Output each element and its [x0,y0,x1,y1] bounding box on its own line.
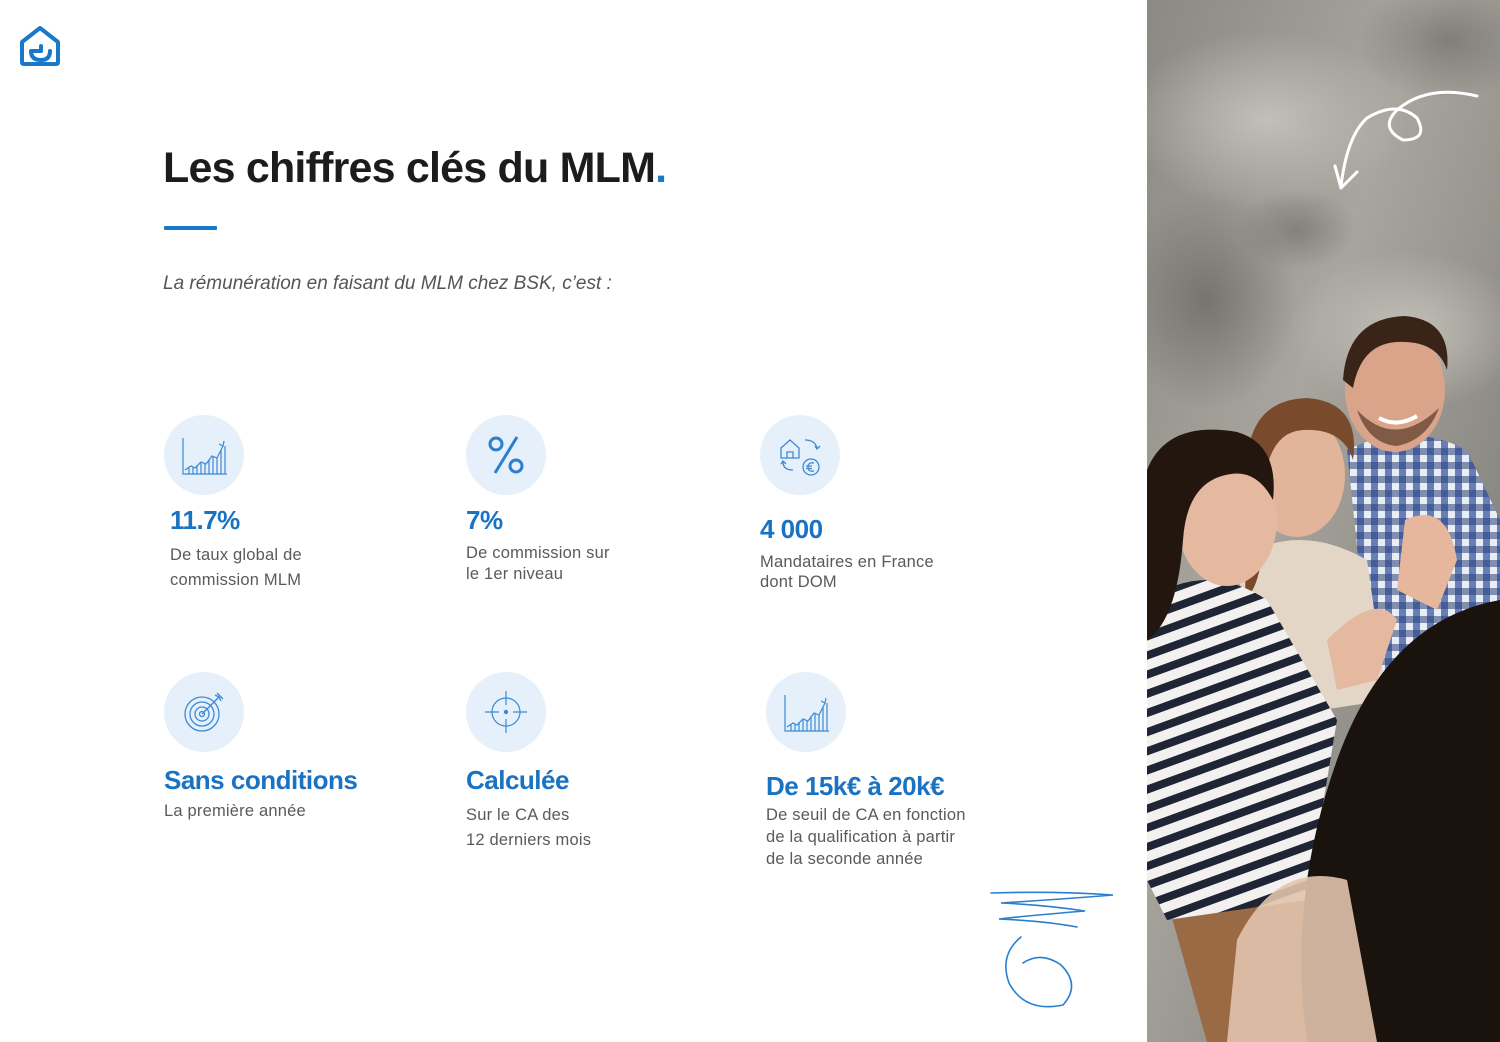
stat-value: Calculée [466,765,569,795]
stat-description [164,801,306,824]
stat-desc-line: De taux global de [170,546,302,564]
stat-desc-line: dont DOM [760,573,837,591]
title-underline [164,226,217,230]
crosshair-icon [466,672,546,752]
team-applauding-photo [1147,0,1500,1042]
target-icon [164,672,244,752]
stat-description [466,543,610,587]
percent-icon [466,415,546,495]
stat-desc-line: 12 derniers mois [466,831,592,849]
stat-description [760,552,934,595]
stat-desc-line: de la seconde année [766,850,924,868]
stat-desc-line: Sur le CA des [466,806,570,824]
stat-desc-line: De seuil de CA en fonction [766,806,966,824]
stat-desc-line: commission MLM [170,571,302,589]
stat-value: Sans conditions [164,765,358,795]
page-subtitle: La rémunération en faisant du MLM chez BSK, c’est : [163,273,612,294]
stat-desc-line: La première année [164,802,306,820]
stat-value: 4 000 [760,514,823,544]
stat-value: 7% [466,505,503,535]
title-dot: . [655,144,667,192]
page-title-text: Les chiffres clés du MLM [163,144,656,192]
stat-description [766,805,966,872]
page-title [163,144,666,193]
house-logo-icon [17,24,63,68]
scribble-decoration [985,885,1120,1020]
stat-value: 11.7% [170,505,240,535]
stat-description [466,803,591,851]
house-euro-exchange-icon [760,415,840,495]
stat-desc-line: le 1er niveau [466,565,564,583]
growth-chart-icon [766,672,846,752]
stat-desc-line: Mandataires en France [760,553,934,571]
stat-desc-line: de la qualification à partir [766,828,956,846]
stat-value: De 15k€ à 20k€ [766,771,945,801]
growth-chart-icon [164,415,244,495]
stat-desc-line: De commission sur [466,544,610,562]
stat-description [170,543,302,591]
